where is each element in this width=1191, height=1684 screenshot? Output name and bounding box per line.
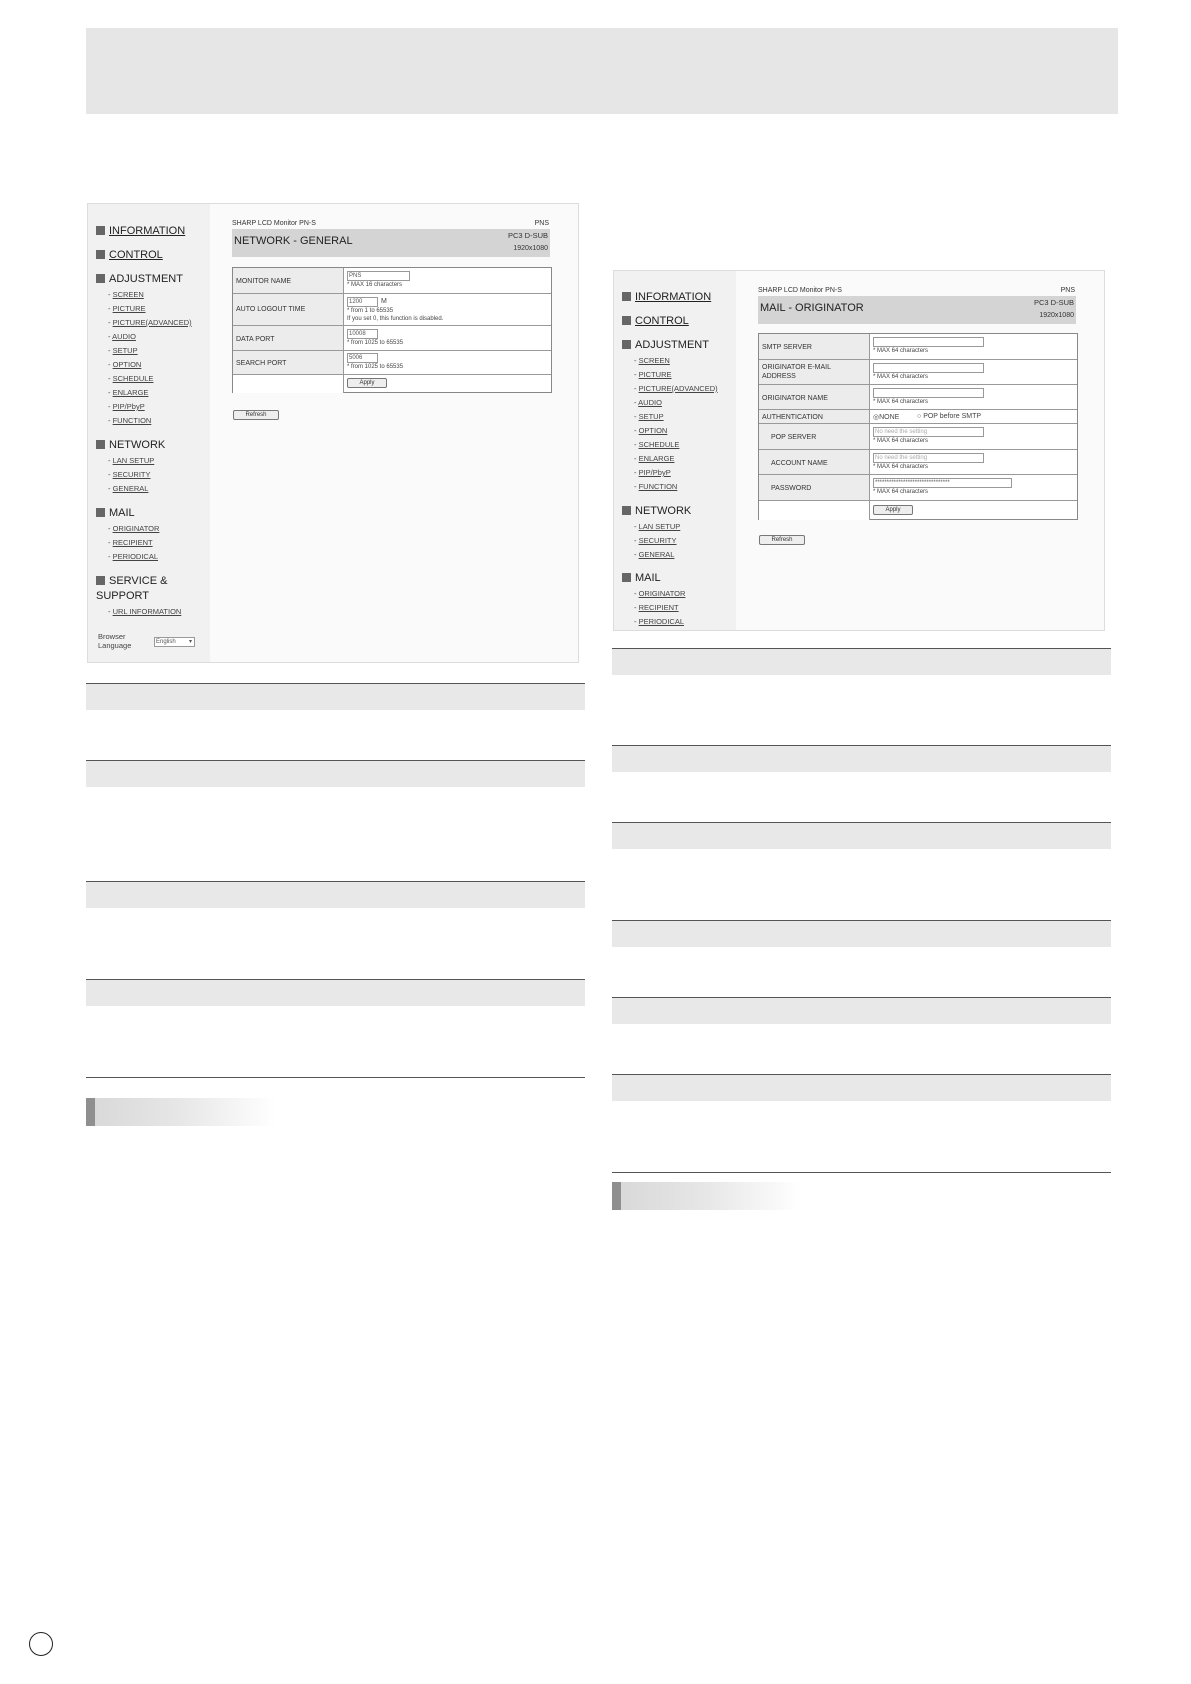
pop-server-input[interactable]: No need the setting — [873, 427, 984, 437]
field-label: SEARCH PORT — [236, 360, 287, 367]
search-port-input[interactable]: 5006 — [347, 353, 378, 363]
square-bullet-icon — [622, 506, 631, 515]
section-band — [86, 979, 585, 1006]
smtp-server-input[interactable] — [873, 337, 984, 347]
section-band — [612, 822, 1111, 849]
nav-mail: MAIL — [96, 507, 135, 520]
nav-item-periodical[interactable]: - PERIODICAL — [634, 617, 685, 626]
square-bullet-icon — [96, 440, 105, 449]
nav-control[interactable]: CONTROL — [96, 249, 163, 262]
section-band — [86, 881, 585, 908]
field-label: ORIGINATOR E-MAIL — [762, 364, 831, 371]
field-note: * MAX 64 characters — [873, 348, 929, 354]
nav-item-function[interactable]: - FUNCTION — [634, 482, 678, 491]
nav-adjustment: ADJUSTMENT — [622, 339, 709, 352]
nav-item-originator[interactable]: - ORIGINATOR — [108, 524, 160, 533]
square-bullet-icon — [622, 340, 631, 349]
page-title: NETWORK - GENERAL — [234, 235, 353, 247]
browser-language-label: Browser — [98, 632, 126, 641]
form-row-originator-email — [759, 359, 1077, 385]
resolution: 1920x1080 — [1039, 312, 1074, 319]
nav-mail: MAIL — [622, 572, 661, 585]
field-note: * from 1025 to 65535 — [347, 364, 404, 370]
nav-item-function[interactable]: - FUNCTION — [108, 416, 152, 425]
main-content — [210, 204, 578, 662]
browser-language-label-2: Language — [98, 641, 132, 650]
main-content — [736, 271, 1104, 630]
mail-originator-screen — [613, 270, 1105, 631]
nav-item-originator[interactable]: - ORIGINATOR — [634, 589, 686, 598]
refresh-button[interactable]: Refresh — [233, 410, 279, 420]
sidebar-nav — [614, 271, 736, 630]
model-name: SHARP LCD Monitor PN-S — [758, 287, 842, 294]
data-port-input[interactable]: 10008 — [347, 329, 378, 339]
field-note: * MAX 64 characters — [873, 438, 929, 444]
refresh-button[interactable]: Refresh — [759, 535, 805, 545]
field-note: * from 1025 to 65535 — [347, 340, 404, 346]
page-marker-circle — [29, 1632, 53, 1656]
form-row-pop-server — [759, 423, 1077, 450]
nav-service-support: SERVICE & — [96, 575, 168, 588]
field-label: AUTO LOGOUT TIME — [236, 306, 306, 313]
nav-item-picture-advanced[interactable]: - PICTURE(ADVANCED) — [108, 318, 192, 327]
field-label: AUTHENTICATION — [762, 414, 823, 421]
nav-item-general[interactable]: - GENERAL — [108, 484, 149, 493]
field-label: PASSWORD — [771, 485, 812, 492]
network-general-form — [232, 267, 552, 393]
form-row-auto-logout-time — [233, 293, 551, 326]
nav-item-option[interactable]: - OPTION — [634, 426, 668, 435]
nav-item-lan-setup[interactable]: - LAN SETUP — [634, 522, 681, 531]
page-header-band — [86, 28, 1118, 114]
sidebar-nav — [88, 204, 210, 662]
nav-item-general[interactable]: - GENERAL — [634, 550, 675, 559]
monitor-id: PNS — [534, 220, 549, 227]
auto-logout-time-input[interactable]: 1200 — [347, 297, 378, 307]
nav-service-support-line2: SUPPORT — [96, 590, 149, 602]
monitor-name-input[interactable]: PNS — [347, 271, 410, 281]
field-label: ORIGINATOR NAME — [762, 395, 828, 402]
field-note: * MAX 64 characters — [873, 399, 929, 405]
field-label: POP SERVER — [771, 434, 817, 441]
account-name-input[interactable]: No need the setting — [873, 453, 984, 463]
form-row-apply — [759, 500, 1077, 520]
form-row-authentication — [759, 409, 1077, 424]
nav-information[interactable]: INFORMATION — [622, 291, 711, 304]
nav-item-setup[interactable]: - SETUP — [108, 346, 138, 355]
nav-item-audio[interactable]: - AUDIO — [634, 398, 662, 407]
nav-item-pip-pbyp[interactable]: - PIP/PbyP — [108, 402, 145, 411]
title-bar — [758, 296, 1076, 324]
network-general-screen — [87, 203, 579, 663]
resolution: 1920x1080 — [513, 245, 548, 252]
field-label: ADDRESS — [762, 373, 796, 380]
square-bullet-icon — [96, 576, 105, 585]
nav-item-setup[interactable]: - SETUP — [634, 412, 664, 421]
section-band — [612, 920, 1111, 947]
apply-button[interactable]: Apply — [873, 505, 913, 515]
nav-item-schedule[interactable]: - SCHEDULE — [634, 440, 680, 449]
nav-item-url-information[interactable]: - URL INFORMATION — [108, 607, 182, 616]
square-bullet-icon — [96, 508, 105, 517]
field-note: * MAX 64 characters — [873, 374, 929, 380]
nav-item-screen[interactable]: - SCREEN — [108, 290, 144, 299]
nav-item-security[interactable]: - SECURITY — [108, 470, 151, 479]
chevron-down-icon: ▾ — [188, 639, 192, 645]
unit-label: M — [381, 298, 387, 305]
section-band — [612, 745, 1111, 772]
square-bullet-icon — [622, 316, 631, 325]
field-note: * from 1 to 65535 — [347, 308, 394, 314]
nav-item-enlarge[interactable]: - ENLARGE — [108, 388, 149, 397]
nav-item-picture[interactable]: - PICTURE — [108, 304, 146, 313]
form-row-monitor-name — [233, 268, 551, 293]
nav-network: NETWORK — [622, 505, 691, 518]
nav-control[interactable]: CONTROL — [622, 315, 689, 328]
input-source: PC3 D-SUB — [1033, 298, 1074, 307]
square-bullet-icon — [622, 292, 631, 301]
square-bullet-icon — [96, 274, 105, 283]
square-bullet-icon — [622, 573, 631, 582]
nav-item-option[interactable]: - OPTION — [108, 360, 142, 369]
model-name: SHARP LCD Monitor PN-S — [232, 220, 316, 227]
nav-item-picture-advanced[interactable]: - PICTURE(ADVANCED) — [634, 384, 718, 393]
mail-originator-form — [758, 333, 1078, 520]
field-note: * MAX 64 characters — [873, 464, 929, 470]
nav-item-recipient[interactable]: - RECIPIENT — [108, 538, 153, 547]
tip-header-bar — [86, 1098, 276, 1126]
nav-item-periodical[interactable]: - PERIODICAL — [108, 552, 159, 561]
originator-name-input[interactable] — [873, 388, 984, 398]
apply-button[interactable]: Apply — [347, 378, 387, 388]
section-band — [86, 760, 585, 787]
field-label: SMTP SERVER — [762, 344, 812, 351]
form-row-search-port — [233, 350, 551, 375]
field-note: * MAX 64 characters — [873, 489, 929, 495]
browser-language-select[interactable]: English ▾ — [154, 637, 195, 647]
nav-adjustment: ADJUSTMENT — [96, 273, 183, 286]
square-bullet-icon — [96, 226, 105, 235]
nav-item-enlarge[interactable]: - ENLARGE — [634, 454, 675, 463]
auth-pop-before-smtp-radio[interactable]: ○ POP before SMTP — [917, 413, 982, 420]
form-row-apply — [233, 374, 551, 393]
form-row-account-name — [759, 449, 1077, 475]
nav-network: NETWORK — [96, 439, 165, 452]
page-title: MAIL - ORIGINATOR — [760, 302, 864, 314]
form-row-originator-name — [759, 384, 1077, 410]
nav-item-pip-pbyp[interactable]: - PIP/PbyP — [634, 468, 671, 477]
nav-item-schedule[interactable]: - SCHEDULE — [108, 374, 154, 383]
tip-header-bar — [612, 1182, 802, 1210]
nav-item-picture[interactable]: - PICTURE — [634, 370, 672, 379]
nav-item-security[interactable]: - SECURITY — [634, 536, 677, 545]
field-label: DATA PORT — [236, 336, 275, 343]
field-label: MONITOR NAME — [236, 278, 292, 285]
auth-none-radio[interactable]: ◎NONE — [873, 414, 900, 421]
divider — [612, 1172, 1111, 1173]
section-band — [612, 648, 1111, 675]
password-input[interactable]: ******************************** — [873, 478, 1012, 488]
nav-item-audio[interactable]: - AUDIO — [108, 332, 136, 341]
title-bar — [232, 229, 550, 257]
field-note: * MAX 16 characters — [347, 282, 403, 288]
originator-email-input[interactable] — [873, 363, 984, 373]
square-bullet-icon — [96, 250, 105, 259]
divider — [86, 1077, 585, 1078]
section-band — [612, 1074, 1111, 1101]
input-source: PC3 D-SUB — [507, 231, 548, 240]
form-row-password — [759, 474, 1077, 501]
form-row-smtp-server — [759, 334, 1077, 359]
section-band — [612, 997, 1111, 1024]
section-band — [86, 683, 585, 710]
form-row-data-port — [233, 325, 551, 351]
field-note: If you set 0, this function is disabled. — [347, 316, 444, 322]
nav-information[interactable]: INFORMATION — [96, 225, 185, 238]
nav-item-screen[interactable]: - SCREEN — [634, 356, 670, 365]
monitor-id: PNS — [1060, 287, 1075, 294]
field-label: ACCOUNT NAME — [771, 460, 828, 467]
nav-item-lan-setup[interactable]: - LAN SETUP — [108, 456, 155, 465]
nav-item-recipient[interactable]: - RECIPIENT — [634, 603, 679, 612]
